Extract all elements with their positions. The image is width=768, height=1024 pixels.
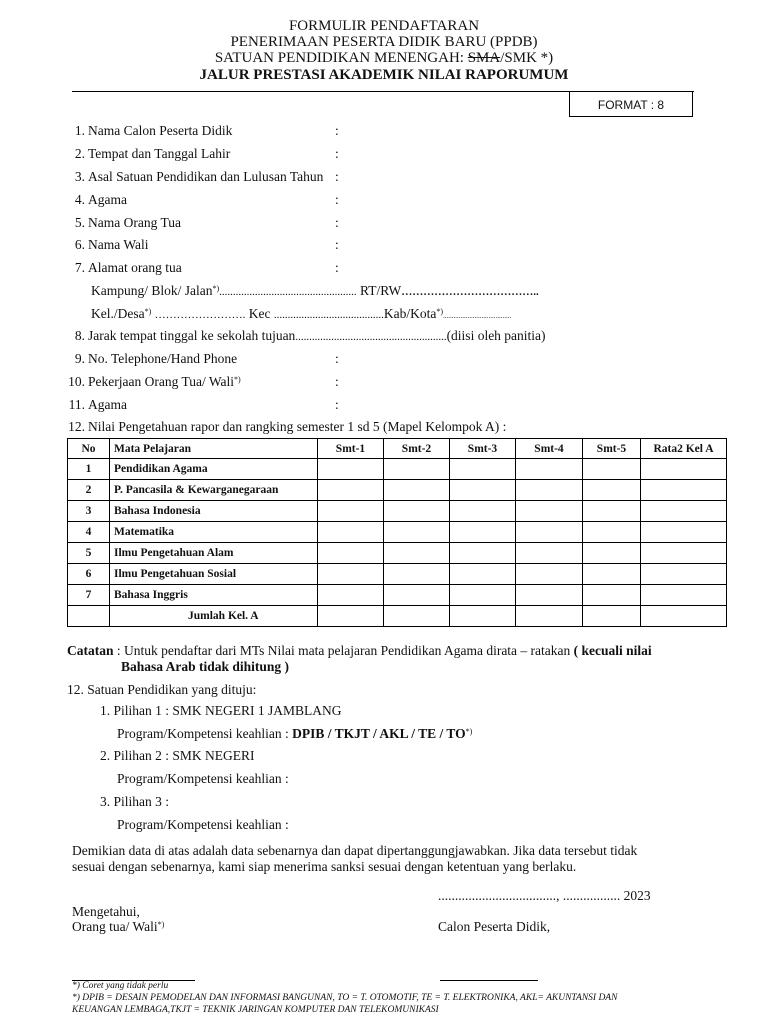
field-colon: : [335, 397, 339, 412]
field-number: 2. [74, 146, 85, 161]
choice-1-program [117, 726, 472, 742]
row-number: 1 [68, 459, 110, 480]
grade-cell[interactable] [384, 564, 450, 585]
footnote-1: *) Coret yang tidak perlu [72, 981, 169, 991]
field-colon: : [335, 215, 339, 230]
footnote-marker: *) [144, 307, 152, 316]
footnote-marker: *) [465, 727, 473, 736]
field-number: 5. [74, 215, 85, 230]
field-label: Agama [88, 397, 127, 412]
student-signature-line [440, 980, 538, 981]
col-header-no: No [68, 439, 110, 459]
field-colon: : [335, 374, 339, 389]
kec-dots: ........................................ [273, 309, 384, 321]
field-number: 12. [68, 419, 85, 434]
address-kelurahan-line [91, 306, 511, 324]
average-cell[interactable] [641, 522, 727, 543]
statement-line-2: sesuai dengan sebenarnya, kami siap menerima sanksi sesuai dengan ketentuan yang berlaku. [72, 859, 577, 874]
field-colon: : [335, 169, 339, 184]
subject-name: Bahasa Inggris [110, 585, 318, 606]
grade-cell[interactable] [450, 501, 516, 522]
kec-label: Kec [248, 306, 271, 321]
table-header-row [68, 439, 727, 459]
grade-cell[interactable] [318, 459, 384, 480]
choice-2: 2. Pilihan 2 : SMK NEGERI [100, 748, 255, 763]
note-bold-2: Bahasa Arab tidak dihitung ) [121, 659, 290, 674]
note-text: : Untuk pendaftar dari MTs Nilai mata pelajaran Pendidikan Agama dirata – ratakan [116, 643, 571, 658]
grade-cell[interactable] [450, 459, 516, 480]
school-level-line [0, 50, 768, 66]
field-number: 11. [68, 397, 85, 412]
row-number: 2 [68, 480, 110, 501]
subject-name: Pendidikan Agama [110, 459, 318, 480]
grade-cell[interactable] [384, 522, 450, 543]
field-label: Asal Satuan Pendidikan dan Lulusan Tahun [88, 169, 324, 184]
field-label: Nama Calon Peserta Didik [88, 123, 233, 138]
average-cell[interactable] [641, 564, 727, 585]
rtrw-dots: ……………………………….. [401, 286, 539, 298]
field-label: Alamat orang tua [88, 260, 182, 275]
student-signature-label: Calon Peserta Didik, [438, 919, 551, 934]
note-line-1 [67, 643, 652, 659]
choice-1: 1. Pilihan 1 : SMK NEGERI 1 JAMBLANG [100, 703, 342, 718]
grade-cell[interactable] [318, 543, 384, 564]
field-colon: : [335, 237, 339, 252]
grade-cell[interactable] [516, 522, 583, 543]
footnote-2: *) DPIB = DESAIN PEMODELAN DAN INFORMASI BANGUNAN, TO = T. OTOMOTIF, TE = T. ELEKTRONIKA, AKL= AKUNTANSI DAN [72, 993, 618, 1003]
field-number: 7. [74, 260, 85, 275]
kel-dots: ……………………. [154, 309, 246, 321]
field-label: Nama Wali [88, 237, 149, 252]
total-cell[interactable] [450, 606, 516, 627]
choice-3-program: Program/Kompetensi keahlian : [117, 817, 289, 832]
grade-cell[interactable] [450, 522, 516, 543]
grade-cell[interactable] [450, 564, 516, 585]
program-label: Program/Kompetensi keahlian : [117, 726, 289, 741]
grade-cell[interactable] [583, 480, 641, 501]
statement-line-1: Demikian data di atas adalah data sebenarnya dan dapat dipertanggungjawabkan. Jika data tersebut tidak [72, 843, 638, 858]
grade-cell[interactable] [318, 585, 384, 606]
grades-title: Nilai Pengetahuan rapor dan rangking semester 1 sd 5 (Mapel Kelompok A) : [88, 419, 507, 434]
school-level-suffix: /SMK *) [500, 50, 554, 66]
average-cell[interactable] [641, 480, 727, 501]
note-label: Catatan [67, 643, 114, 658]
grade-cell[interactable] [318, 480, 384, 501]
subject-name: P. Pancasila & Kewarganegaraan [110, 480, 318, 501]
footnote-marker: *) [234, 375, 241, 384]
grade-cell[interactable] [583, 585, 641, 606]
grade-cell[interactable] [384, 459, 450, 480]
choice-3: 3. Pilihan 3 : [100, 794, 170, 809]
grade-cell[interactable] [583, 522, 641, 543]
jarak-label: Jarak tempat tinggal ke sekolah tujuan [88, 328, 296, 343]
kampung-dots: .................................................. [219, 286, 357, 298]
row-number: 6 [68, 564, 110, 585]
total-spacer [68, 606, 110, 627]
grade-cell[interactable] [384, 543, 450, 564]
target-school-title: 12. Satuan Pendidikan yang dituju: [67, 682, 257, 697]
footnote-3: KEUANGAN LEMBAGA,TKJT = TEKNIK JARINGAN KOMPUTER DAN TELEKOMUNIKASI [72, 1005, 439, 1015]
grade-cell[interactable] [318, 564, 384, 585]
footnote-marker: *) [436, 307, 444, 316]
grade-cell[interactable] [516, 459, 583, 480]
grade-cell[interactable] [384, 585, 450, 606]
field-colon: : [335, 260, 339, 275]
jarak-dots: ....................................................... [295, 331, 447, 343]
form-subtitle: PENERIMAAN PESERTA DIDIK BARU (PPDB) [230, 34, 538, 50]
field-colon: : [335, 123, 339, 138]
table-row [68, 480, 727, 501]
table-total-row [68, 606, 727, 627]
grade-cell[interactable] [583, 564, 641, 585]
acknowledge-label: Mengetahui, [72, 904, 140, 919]
col-header-smt2: Smt-2 [384, 439, 450, 459]
grade-cell[interactable] [450, 543, 516, 564]
field-label: Pekerjaan Orang Tua/ Wali [88, 374, 235, 389]
average-cell[interactable] [641, 501, 727, 522]
grade-cell[interactable] [516, 543, 583, 564]
col-header-average: Rata2 Kel A [641, 439, 727, 459]
col-header-smt3: Smt-3 [450, 439, 516, 459]
kab-dots: ....................................... [443, 312, 512, 320]
table-row [68, 564, 727, 585]
school-level-prefix: SATUAN PENDIDIKAN MENENGAH: [214, 50, 468, 66]
row-number: 3 [68, 501, 110, 522]
field-colon: : [335, 351, 339, 366]
field-label: Tempat dan Tanggal Lahir [88, 146, 231, 161]
field-label-wrap [88, 374, 241, 390]
program-options[interactable]: DPIB / TKJT / AKL / TE / TO [292, 726, 466, 741]
admission-path-title: JALUR PRESTASI AKADEMIK NILAI RAPORUMUM [199, 67, 569, 83]
school-level-struck: SMA [467, 50, 501, 66]
total-cell[interactable] [583, 606, 641, 627]
col-header-smt4: Smt-4 [516, 439, 583, 459]
field-number: 6. [74, 237, 85, 252]
average-cell[interactable] [641, 585, 727, 606]
table-row [68, 522, 727, 543]
grade-cell[interactable] [583, 543, 641, 564]
col-header-smt1: Smt-1 [318, 439, 384, 459]
table-row [68, 585, 727, 606]
field-number: 4. [74, 192, 85, 207]
row-number: 7 [68, 585, 110, 606]
grade-cell[interactable] [516, 501, 583, 522]
field-colon: : [335, 146, 339, 161]
total-cell[interactable] [384, 606, 450, 627]
subject-name: Bahasa Indonesia [110, 501, 318, 522]
grade-cell[interactable] [583, 501, 641, 522]
total-cell[interactable] [318, 606, 384, 627]
jarak-note: (diisi oleh panitia) [446, 328, 546, 343]
grade-cell[interactable] [384, 480, 450, 501]
total-cell[interactable] [516, 606, 583, 627]
table-row [68, 501, 727, 522]
field-label: No. Telephone/Hand Phone [88, 351, 238, 366]
grades-table [67, 438, 727, 627]
table-row [68, 543, 727, 564]
grade-cell[interactable] [450, 480, 516, 501]
total-cell[interactable] [641, 606, 727, 627]
row-number: 4 [68, 522, 110, 543]
grade-cell[interactable] [318, 522, 384, 543]
note-bold-1: ( kecuali nilai [573, 643, 652, 658]
kel-label: Kel./Desa [91, 306, 145, 321]
rtrw-label: RT/RW [360, 283, 402, 298]
choice-2-program: Program/Kompetensi keahlian : [117, 771, 289, 786]
grade-cell[interactable] [516, 564, 583, 585]
col-header-subject: Mata Pelajaran [110, 439, 318, 459]
average-cell[interactable] [641, 543, 727, 564]
grade-cell[interactable] [450, 585, 516, 606]
field-label: Agama [88, 192, 127, 207]
grade-cell[interactable] [516, 480, 583, 501]
field-colon: : [335, 192, 339, 207]
format-box: FORMAT : 8 [569, 91, 693, 117]
col-header-smt5: Smt-5 [583, 439, 641, 459]
subject-name: Ilmu Pengetahuan Alam [110, 543, 318, 564]
grade-cell[interactable] [384, 501, 450, 522]
grade-cell[interactable] [318, 501, 384, 522]
field-number: 8. [74, 328, 85, 343]
footnote-marker: *) [212, 284, 220, 293]
parent-label: Orang tua/ Wali [72, 919, 158, 934]
total-label: Jumlah Kel. A [110, 606, 318, 627]
row-number: 5 [68, 543, 110, 564]
kab-label: Kab/Kota [383, 306, 437, 321]
kampung-label: Kampung/ Blok/ Jalan [91, 283, 213, 298]
footnote-marker: *) [157, 920, 165, 929]
field-number: 10. [68, 374, 85, 389]
jarak-line [88, 328, 546, 345]
place-date-line[interactable]: ..................................., ................. 2023 [438, 888, 651, 903]
parent-signature-label [72, 919, 164, 935]
field-label: Nama Orang Tua [88, 215, 181, 230]
subject-name: Matematika [110, 522, 318, 543]
field-number: 9. [74, 351, 85, 366]
field-number: 3. [74, 169, 85, 184]
field-number: 1. [74, 123, 85, 138]
subject-name: Ilmu Pengetahuan Sosial [110, 564, 318, 585]
grade-cell[interactable] [516, 585, 583, 606]
form-title: FORMULIR PENDAFTARAN [288, 18, 480, 34]
average-cell[interactable] [641, 459, 727, 480]
address-kampung-line [91, 283, 539, 300]
grade-cell[interactable] [583, 459, 641, 480]
table-row [68, 459, 727, 480]
